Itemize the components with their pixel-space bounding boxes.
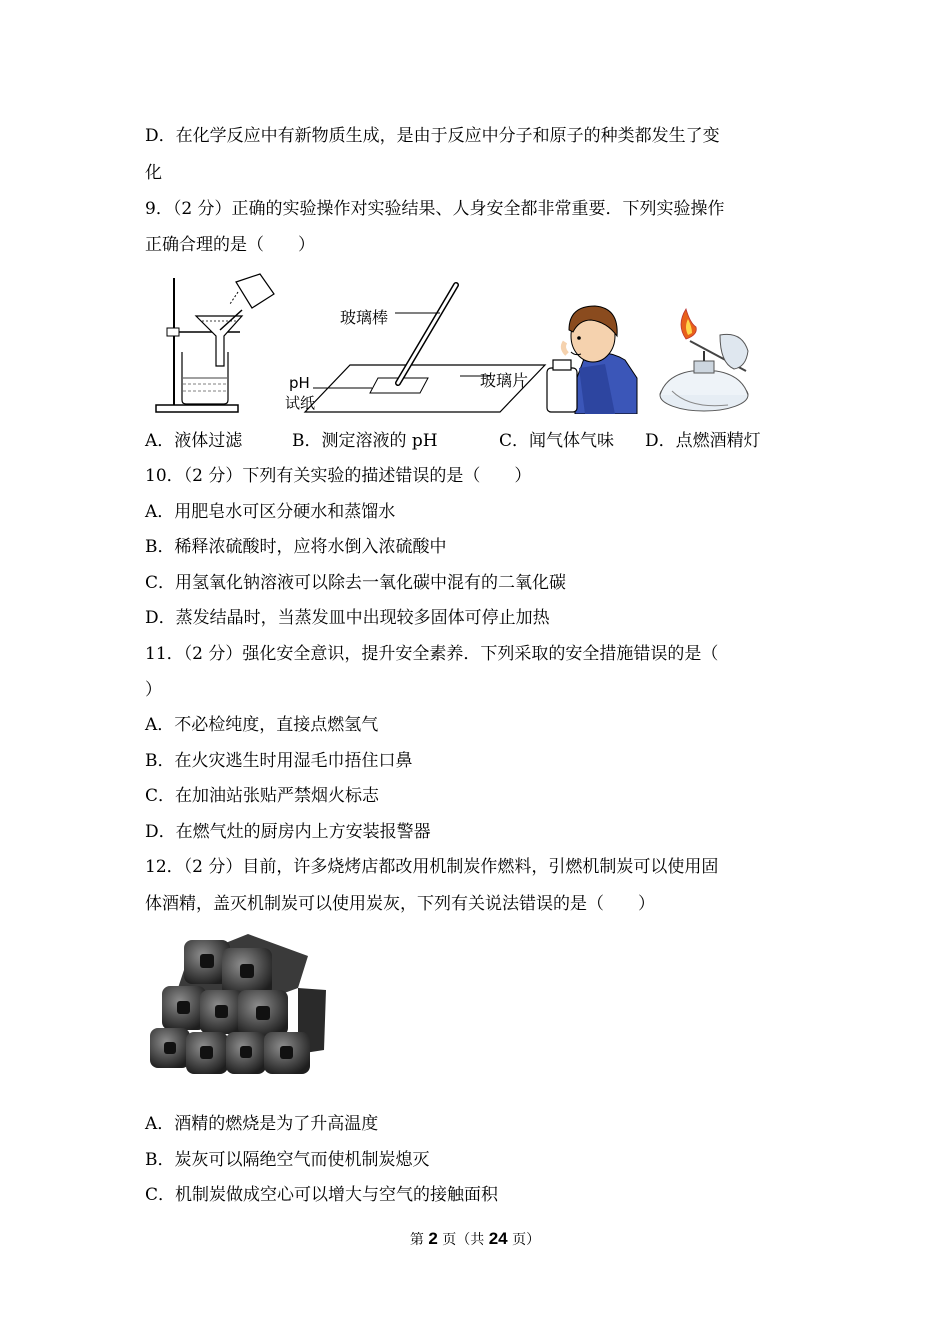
q8-option-d-line1: D．在化学反应中有新物质生成，是由于反应中分子和原子的种类都发生了变 [145, 126, 720, 146]
footer-page-number: 2 [428, 1229, 438, 1248]
label-test-paper: 试纸 [285, 394, 316, 412]
q9-options [145, 430, 761, 452]
q8-option-d-line2: 化 [145, 163, 162, 183]
q10-option-a: A．用肥皂水可区分硬水和蒸馏水 [145, 502, 396, 522]
q9-option-a: A．液体过滤 [145, 431, 243, 451]
q9-option-c: C．闻气体气味 [499, 431, 615, 451]
q12-option-c: C．机制炭做成空心可以增大与空气的接触面积 [145, 1185, 499, 1205]
q11-option-b: B．在火灾逃生时用湿毛巾捂住口鼻 [145, 751, 413, 771]
q11-option-c: C．在加油站张贴严禁烟火标志 [145, 786, 380, 806]
q11-option-a: A．不必检纯度，直接点燃氢气 [145, 715, 379, 735]
ph-test-figure [280, 280, 550, 420]
label-glass-sheet: 玻璃片 [480, 371, 529, 390]
q12-stem-line1: 12．（2 分）目前，许多烧烤店都改用机制炭作燃料，引燃机制炭可以使用固 [145, 857, 719, 877]
footer-suffix: 页） [507, 1232, 541, 1248]
alcohol-lamp-figure [650, 305, 760, 417]
page-footer [0, 1229, 950, 1249]
q12-stem-line2: 体酒精，盖灭机制炭可以使用炭灰，下列有关说法错误的是（ ） [145, 894, 655, 914]
q9-stem-line1: 9．（2 分）正确的实验操作对实验结果、人身安全都非常重要．下列实验操作 [145, 199, 725, 219]
label-ph: pH [289, 374, 310, 392]
q11-stem-line1: 11．（2 分）强化安全意识，提升安全素养．下列采取的安全措施错误的是（ [145, 644, 719, 664]
q9-option-d: D．点燃酒精灯 [645, 431, 761, 451]
q10-option-b: B．稀释浓硫酸时，应将水倒入浓硫酸中 [145, 537, 447, 557]
q9-option-b: B．测定溶液的 pH [292, 431, 438, 451]
q11-stem-line2: ） [145, 680, 162, 700]
charcoal-briquettes-image [148, 928, 328, 1078]
q10-option-c: C．用氢氧化钠溶液可以除去一氧化碳中混有的二氧化碳 [145, 573, 567, 593]
q12-option-a: A．酒精的燃烧是为了升高温度 [145, 1114, 379, 1134]
footer-prefix: 第 [409, 1232, 429, 1248]
footer-middle: 页（共 [437, 1232, 489, 1248]
filtration-figure [150, 268, 280, 416]
smell-gas-figure [545, 298, 640, 414]
footer-total-pages: 24 [488, 1229, 508, 1248]
q10-stem: 10．（2 分）下列有关实验的描述错误的是（ ） [145, 466, 532, 486]
label-glass-rod: 玻璃棒 [340, 308, 389, 327]
q11-option-d: D．在燃气灶的厨房内上方安装报警器 [145, 822, 431, 842]
q9-stem-line2: 正确合理的是（ ） [145, 235, 315, 255]
q12-option-b: B．炭灰可以隔绝空气而使机制炭熄灭 [145, 1150, 430, 1170]
q10-option-d: D．蒸发结晶时，当蒸发皿中出现较多固体可停止加热 [145, 608, 550, 628]
